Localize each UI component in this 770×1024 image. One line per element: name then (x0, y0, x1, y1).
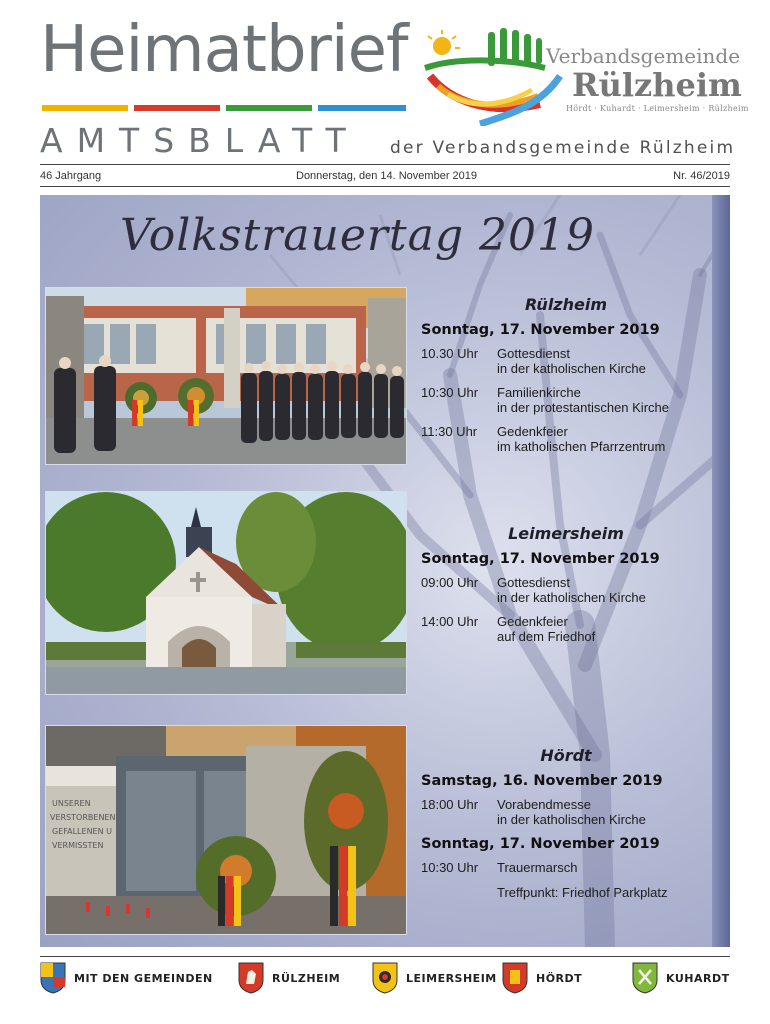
event-time: 10:30 Uhr (421, 385, 479, 400)
event-description: Gedenkfeier auf dem Friedhof (497, 614, 596, 644)
issue-volume: 46 Jahrgang (40, 170, 102, 182)
color-bar-blue (318, 105, 406, 111)
place-heading: Rülzheim (524, 295, 608, 314)
event-row (421, 385, 711, 415)
place-heading: Leimersheim (508, 524, 624, 543)
footer-label: LEIMERSHEIM (406, 971, 497, 985)
footer-item-ruelzheim (238, 960, 340, 996)
leimersheim-crest-icon (372, 962, 398, 994)
footer-label: KUHARDT (666, 971, 730, 985)
footer-item-kuhardt (632, 960, 730, 996)
hoerdt-crest-icon (502, 962, 528, 994)
verbandsgemeinde-crest-icon (40, 962, 66, 994)
event-time (421, 885, 497, 900)
footer-rule (40, 956, 730, 957)
header-rule-top (40, 164, 730, 165)
event-description: Gedenkfeier im katholischen Pfarrzentrum (497, 424, 666, 454)
event-row (421, 885, 711, 900)
event-row (421, 614, 711, 644)
event-block-leimersheim (421, 524, 711, 653)
day-heading: Samstag, 16. November 2019 (421, 773, 663, 789)
event-row (421, 575, 711, 605)
header-rule-bottom (40, 186, 730, 187)
masthead-subtitle: AMTSBLATT (40, 121, 360, 160)
publisher-line: der Verbandsgemeinde Rülzheim (390, 138, 736, 158)
footer-label: HÖRDT (536, 971, 583, 985)
event-time: 14:00 Uhr (421, 614, 479, 629)
svg-text:VERMISSTEN: VERMISSTEN (52, 841, 104, 850)
svg-text:UNSEREN: UNSEREN (52, 799, 91, 808)
footer-item-leimersheim (372, 960, 497, 996)
event-row (421, 860, 711, 875)
event-row (421, 346, 711, 376)
cover-right-edge (712, 195, 730, 947)
event-description: Gottesdienst in der katholischen Kirche (497, 346, 646, 376)
color-bar-yellow (42, 105, 128, 111)
day-heading: Sonntag, 17. November 2019 (421, 551, 660, 567)
event-description: Vorabendmesse in der katholischen Kirche (497, 797, 646, 827)
event-description: Trauermarsch (497, 860, 578, 875)
footer-municipalities (40, 960, 730, 996)
footer-item-verbandsgemeinde (40, 960, 213, 996)
event-row (421, 797, 711, 827)
cover-panel (40, 195, 730, 947)
svg-text:GEFALLENEN U: GEFALLENEN U (52, 827, 112, 836)
logo-towns-text: Hördt · Kuhardt · Leimersheim · Rülzheim (566, 104, 749, 113)
verbandsgemeinde-logo-icon (420, 26, 570, 126)
svg-text:VERSTORBENEN: VERSTORBENEN (50, 813, 116, 822)
logo-top-text: Verbandsgemeinde (546, 44, 741, 68)
hoerdt-memorial-photo (45, 725, 407, 935)
event-description: Familienkirche in der protestantischen Kirche (497, 385, 669, 415)
event-row (421, 424, 711, 454)
ruelzheim-ceremony-photo (45, 287, 407, 465)
footer-label: MIT DEN GEMEINDEN (74, 971, 213, 985)
place-heading: Hördt (540, 746, 592, 765)
masthead-title: Heimatbrief (40, 13, 408, 87)
event-block-hoerdt (421, 746, 711, 909)
event-description: Gottesdienst in der katholischen Kirche (497, 575, 646, 605)
event-time: 18:00 Uhr (421, 797, 479, 812)
issue-date: Donnerstag, den 14. November 2019 (296, 170, 478, 182)
ruelzheim-crest-icon (238, 962, 264, 994)
kuhardt-crest-icon (632, 962, 658, 994)
event-time: 09:00 Uhr (421, 575, 479, 590)
day-heading: Sonntag, 17. November 2019 (421, 836, 660, 852)
color-bar-green (226, 105, 312, 111)
cover-headline: Volkstrauertag 2019 (120, 210, 595, 261)
logo-name-text: Rülzheim (572, 66, 742, 104)
issue-number: Nr. 46/2019 (673, 170, 730, 182)
event-time: 10:30 Uhr (421, 860, 479, 875)
leimersheim-chapel-photo (45, 491, 407, 695)
event-block-ruelzheim (421, 295, 711, 463)
event-time: 10.30 Uhr (421, 346, 479, 361)
footer-item-hoerdt (502, 960, 582, 996)
day-heading: Sonntag, 17. November 2019 (421, 322, 660, 338)
color-bar-red (134, 105, 220, 111)
event-time: 11:30 Uhr (421, 424, 478, 439)
footer-label: RÜLZHEIM (272, 971, 341, 985)
event-description: Treffpunkt: Friedhof Parkplatz (497, 885, 668, 900)
